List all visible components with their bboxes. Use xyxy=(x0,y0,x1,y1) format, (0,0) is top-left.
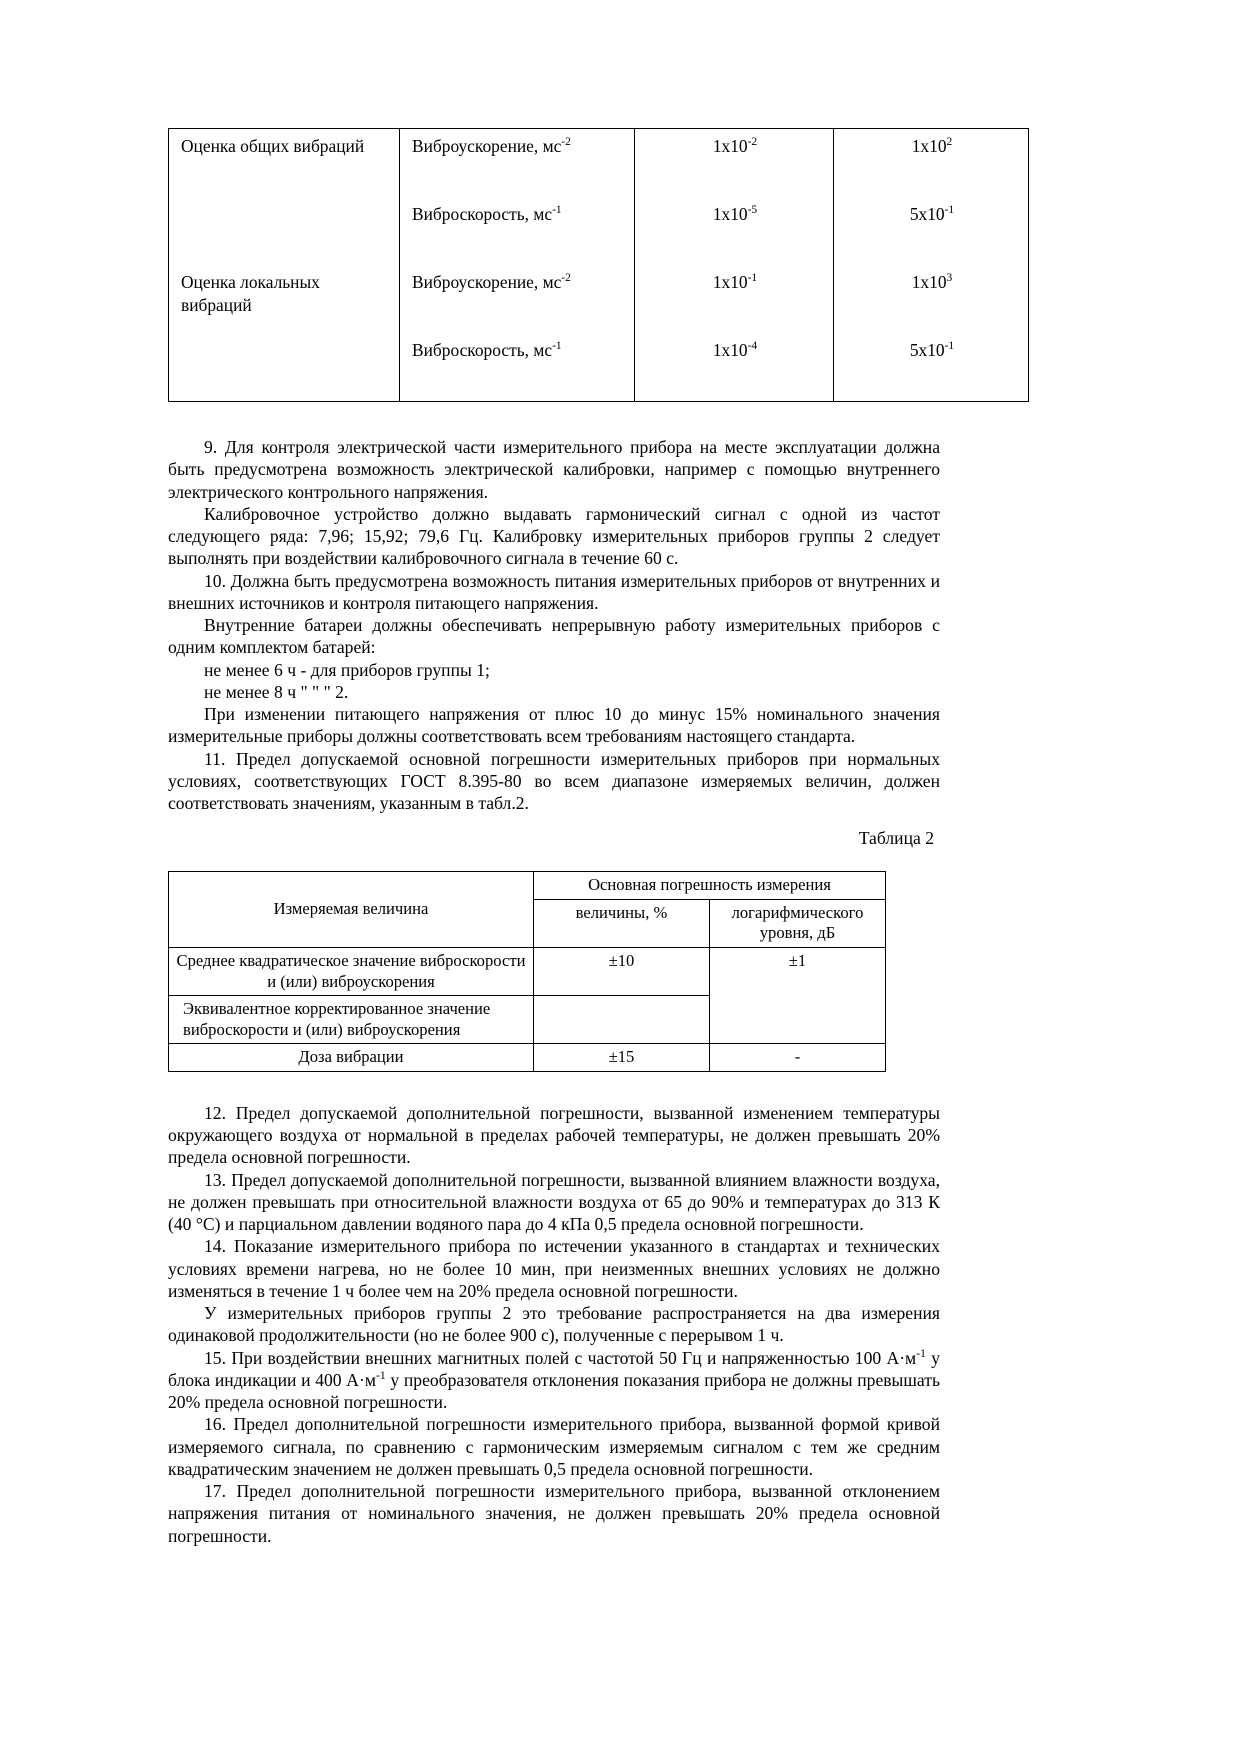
paragraph-15-part-c: у преобразователя отклонения показания прибора не должны превышать 20% предела основной погрешности. xyxy=(168,1369,940,1412)
table2-subheader-log-level xyxy=(710,899,886,947)
table2-row-label-rms: Среднее квадратическое значение виброскорости и (или) виброускорения xyxy=(169,947,534,995)
paragraph-13: 13. Предел допускаемой дополнительной погрешности, вызванной влиянием влажности воздуха, не должен превышать при относительной влажности воздуха от 65 до 90% и температурах до 313 К (40 °С) и парциальном давлении водяного пара до 4 кПа 0,5 предела основной погрешности. xyxy=(168,1169,940,1234)
table1-max-text: 1x10 xyxy=(911,272,947,292)
table2-value-percent-dose: ±15 xyxy=(534,1044,710,1072)
table1-param-sup: -1 xyxy=(552,340,562,353)
paragraph-9: 9. Для контроля электрической части измерительного прибора на месте эксплуатации должна быть предусмотрена возможность электрической калибровки, например с помощью внутреннего электрического контрольного напряжения. xyxy=(168,437,940,502)
table1-param-text: Виброускорение, мс xyxy=(412,136,562,156)
paragraph-11: 11. Предел допускаемой основной погрешности измерительных приборов при нормальных условиях, соответствующих ГОСТ 8.395-80 во всем диапазоне измеряемых величин, должен соответствовать значениям, указанным в табл.2. xyxy=(168,748,940,813)
table2-row-label-dose: Доза вибрации xyxy=(169,1044,534,1072)
table1-cell-min xyxy=(635,129,834,198)
paragraph-15-sup-2: -1 xyxy=(376,1368,386,1382)
table1-min-sup: -4 xyxy=(747,340,758,353)
table1-param-text: Виброскорость, мс xyxy=(412,340,553,360)
paragraph-9b: Калибровочное устройство должно выдавать гармонический сигнал с одной из частот следующего ряда: 7,96; 15,92; 79,6 Гц. Калибровку измерительных приборов группы 2 следует выполнять при воздействии калибровочного сигнала в течение 60 с. xyxy=(168,503,940,569)
table2-header-basic-error: Основная погрешность измерения xyxy=(534,872,886,900)
table1-cell-name xyxy=(169,129,400,198)
paragraph-10c: При изменении питающего напряжения от плюс 10 до минус 15% номинального значения измерительные приборы должны соответствовать всем требованиям настоящего стандарта. xyxy=(168,704,940,747)
table1-cell-max xyxy=(834,197,1029,265)
page-content xyxy=(168,0,955,1547)
table1-cell-max xyxy=(834,333,1029,402)
table1-min-text: 1x10 xyxy=(712,204,748,224)
table1-cell-min xyxy=(635,265,834,333)
table1-cell-min xyxy=(635,333,834,402)
table1-max-sup: -1 xyxy=(944,340,955,353)
table2-subheader-log-line2: уровня, дБ xyxy=(759,923,836,943)
table2-value-log-rms: ±1 xyxy=(710,947,886,1043)
table1-cell-name xyxy=(169,333,400,402)
table-row xyxy=(169,265,1029,333)
table1-param-sup: -1 xyxy=(552,204,562,217)
battery-list-item-1: не менее 6 ч - для приборов группы 1; xyxy=(204,659,490,680)
table1-param-sup: -2 xyxy=(561,272,571,285)
table1-cell-max xyxy=(834,129,1029,198)
paragraph-15-part-a: 15. При воздействии внешних магнитных полей с частотой 50 Гц и напряженностью 100 А·м xyxy=(204,1347,917,1368)
table1-cell-max xyxy=(834,265,1029,333)
table1-param-text: Виброскорость, мс xyxy=(412,204,553,224)
table1-name-text: Оценка локальных вибраций xyxy=(181,272,320,315)
table2-value-percent-rms: ±10 xyxy=(534,947,710,995)
body-section-upper xyxy=(168,436,940,814)
vibration-limits-table xyxy=(168,128,1029,402)
table2-header-row xyxy=(169,872,886,900)
table1-param-text: Виброускорение, мс xyxy=(412,272,562,292)
paragraph-12: 12. Предел допускаемой дополнительной погрешности, вызванной изменением температуры окружающего воздуха от нормальной в пределах рабочей температуры, не должен превышать 20% предела основной погрешности. xyxy=(168,1102,940,1168)
table2-header-measured-quantity: Измеряемая величина xyxy=(169,872,534,948)
table1-min-sup: -5 xyxy=(747,204,758,217)
table1-cell-param xyxy=(400,129,635,198)
paragraph-10b: Внутренние батареи должны обеспечивать непрерывную работу измерительных приборов с одним комплектом батарей: xyxy=(168,615,940,658)
paragraph-15-sup-1: -1 xyxy=(916,1346,926,1360)
table2-subheader-percent-text: величины, % xyxy=(575,902,668,922)
paragraph-15 xyxy=(168,1347,940,1414)
table1-cell-min xyxy=(635,197,834,265)
table2-caption: Таблица 2 xyxy=(858,828,934,849)
paragraph-17: 17. Предел дополнительной погрешности измерительного прибора, вызванной отклонением напряжения питания от номинального значения, не должен превышать 20% предела основной погрешности. xyxy=(168,1481,940,1546)
table-row xyxy=(169,129,1029,198)
table1-min-text: 1x10 xyxy=(712,136,748,156)
table2-row-label-equivalent: Эквивалентное корректированное значение виброскорости и (или) виброускорения xyxy=(169,996,534,1044)
table1-cell-param xyxy=(400,197,635,265)
table-row xyxy=(169,197,1029,265)
paragraph-15-part-b: у блока индикации и 400 А·м xyxy=(168,1347,940,1390)
basic-error-table xyxy=(168,871,886,1072)
table1-cell-name xyxy=(169,265,400,333)
table2-subheader-percent xyxy=(534,899,710,947)
paragraph-14: 14. Показание измерительного прибора по истечении указанного в стандартах и технических условиях времени нагрева, но не более 10 мин, при неизменных внешних условиях не должно изменяться в течение 1 ч более чем на 20% предела основной погрешности. xyxy=(168,1236,940,1301)
table2-value-percent-equivalent xyxy=(534,996,710,1044)
body-section-lower xyxy=(168,1102,940,1547)
paragraph-16: 16. Предел дополнительной погрешности измерительного прибора, вызванной формой кривой измеряемого сигнала, по сравнению с гармоническим измеряемым сигналом с тем же средним квадратическим значением не должен превышать 0,5 предела основной погрешности. xyxy=(168,1414,940,1479)
table-row xyxy=(169,947,886,995)
table1-min-sup: -1 xyxy=(747,272,758,285)
table2-value-log-dose: - xyxy=(710,1044,886,1072)
table1-name-text: Оценка общих вибраций xyxy=(181,136,365,156)
table1-param-sup: -2 xyxy=(561,136,571,149)
table1-max-sup: 2 xyxy=(946,136,953,149)
table1-max-sup: 3 xyxy=(946,272,953,285)
paragraph-14b: У измерительных приборов группы 2 это требование распространяется на два измерения одинаковой продолжительности (но не более 900 с), полученные с перерывом 1 ч. xyxy=(168,1303,940,1346)
table-row xyxy=(169,1044,886,1072)
paragraph-10: 10. Должна быть предусмотрена возможность питания измерительных приборов от внутренних и внешних источников и контроля питающего напряжения. xyxy=(168,570,940,613)
table-row xyxy=(169,333,1029,402)
table1-max-text: 5x10 xyxy=(909,340,945,360)
battery-list-item-2: не менее 8 ч " " " 2. xyxy=(204,681,349,702)
table1-cell-param xyxy=(400,265,635,333)
table1-min-text: 1x10 xyxy=(712,340,748,360)
table1-min-text: 1x10 xyxy=(712,272,748,292)
table1-max-text: 5x10 xyxy=(909,204,945,224)
table1-max-text: 1x10 xyxy=(911,136,947,156)
table1-cell-param xyxy=(400,333,635,402)
table1-max-sup: -1 xyxy=(944,204,955,217)
table1-min-sup: -2 xyxy=(747,136,758,149)
table2-subheader-log-line1: логарифмического xyxy=(731,902,864,922)
table1-cell-name xyxy=(169,197,400,265)
